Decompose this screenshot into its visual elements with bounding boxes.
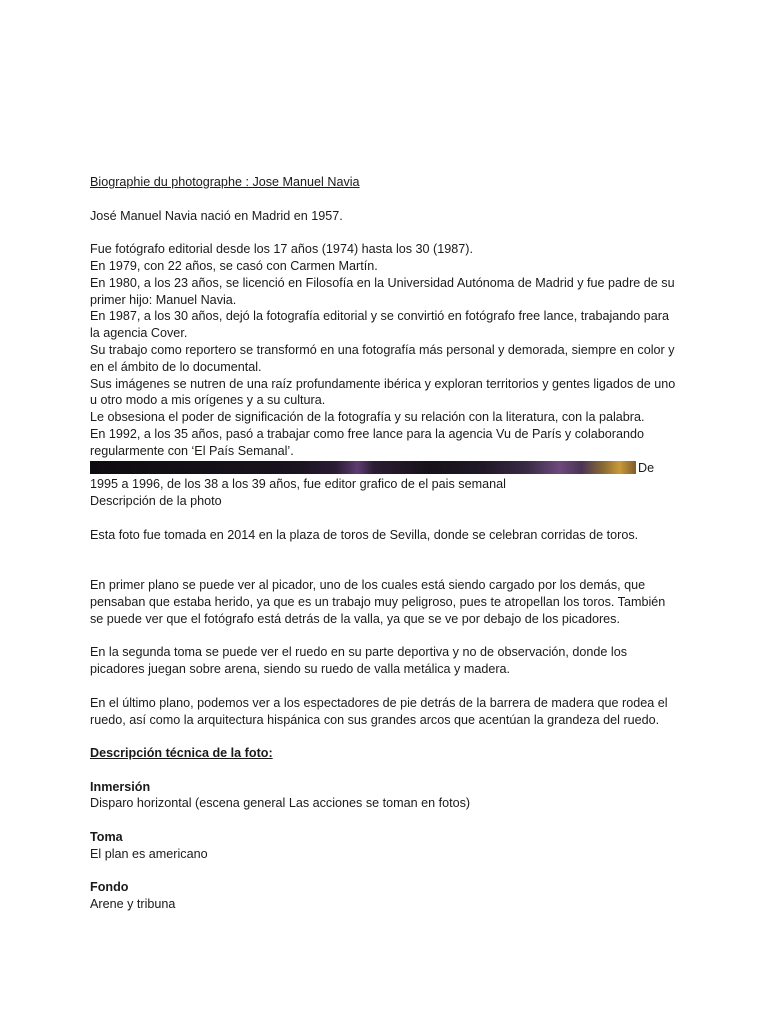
paragraph-line: En primer plano se puede ver al picador, uno de los cuales está siendo cargado por los demás, que bbox=[90, 578, 646, 593]
bio-line: u otro modo a mis orígenes y a su cultura. bbox=[90, 393, 326, 408]
bio-line: regularmente con ‘El País Semanal’. bbox=[90, 443, 294, 458]
bio-line: En 1987, a los 30 años, dejó la fotografía editorial y se convirtió en fotógrafo free lance, trabajando para bbox=[90, 309, 669, 324]
inmersion-value: Disparo horizontal (escena general Las acciones se toman en fotos) bbox=[90, 796, 471, 811]
bio-line: En 1992, a los 35 años, pasó a trabajar como free lance para la agencia Vu de París y colaborando bbox=[90, 426, 645, 441]
bio-after: 1995 a 1996, de los 38 a los 39 años, fue editor grafico de el pais semanal bbox=[90, 477, 506, 492]
photo-paragraph-1: Esta foto fue tomada en 2014 en la plaza de toros de Sevilla, donde se celebran corridas de toros. bbox=[90, 527, 639, 542]
spacer bbox=[90, 510, 680, 527]
tech-heading: Descripción técnica de la foto: bbox=[90, 746, 273, 761]
bio-line: Le obsesiona el poder de significación de la fotografía y su relación con la literatura, con la palabra. bbox=[90, 410, 645, 425]
spacer bbox=[90, 728, 680, 745]
bio-line: Sus imágenes se nutren de una raíz profundamente ibérica y exploran territorios y gentes ligados de uno bbox=[90, 376, 676, 391]
photo-strip-row bbox=[90, 460, 680, 477]
spacer bbox=[90, 224, 680, 241]
document-title: Biographie du photographe : Jose Manuel Navia bbox=[90, 175, 360, 189]
bio-line: En 1980, a los 23 años, se licenció en Filosofía en la Universidad Autónoma de Madrid y fue padre de su bbox=[90, 275, 675, 290]
spacer bbox=[90, 762, 680, 779]
toma-value: El plan es americano bbox=[90, 846, 208, 861]
strip-tail-text: De bbox=[638, 460, 655, 475]
bio-line: en el ámbito de lo documental. bbox=[90, 359, 262, 374]
fondo-value: Arene y tribuna bbox=[90, 897, 176, 912]
paragraph-line: picadores juegan sobre arena, siendo su ruedo de valla metálica y madera. bbox=[90, 662, 511, 677]
photo-paragraph-2 bbox=[90, 577, 680, 627]
embedded-photo-strip bbox=[90, 461, 636, 474]
photo-paragraph-3 bbox=[90, 644, 680, 678]
spacer bbox=[90, 191, 680, 208]
spacer bbox=[90, 628, 680, 645]
paragraph-line: pensaban que estaba herido, ya que es un trabajo muy peligroso, pues te atropellan los toros. También bbox=[90, 594, 666, 609]
paragraph-line: En la segunda toma se puede ver el ruedo en su parte deportiva y no de observación, donde los bbox=[90, 645, 627, 660]
bio-line: En 1979, con 22 años, se casó con Carmen Martín. bbox=[90, 258, 378, 273]
paragraph-line: ruedo, así como la arquitectura hispánica con sus grandes arcos que acentúan la grandeza del ruedo. bbox=[90, 712, 660, 727]
photo-heading: Descripción de la photo bbox=[90, 494, 222, 509]
inmersion-label: Inmersión bbox=[90, 779, 151, 794]
bio-line: primer hijo: Manuel Navia. bbox=[90, 292, 237, 307]
bio-intro: José Manuel Navia nació en Madrid en 1957. bbox=[90, 208, 343, 223]
bio-line: Su trabajo como reportero se transformó en una fotografía más personal y demorada, siempre en color y bbox=[90, 342, 675, 357]
bio-line: Fue fotógrafo editorial desde los 17 años (1974) hasta los 30 (1987). bbox=[90, 242, 473, 257]
photo-paragraph-4 bbox=[90, 695, 680, 729]
paragraph-line: En el último plano, podemos ver a los espectadores de pie detrás de la barrera de madera que rodea el bbox=[90, 695, 668, 710]
biography-block bbox=[90, 241, 680, 459]
document-page bbox=[90, 174, 680, 913]
spacer bbox=[90, 812, 680, 829]
bio-line: la agencia Cover. bbox=[90, 326, 188, 341]
spacer bbox=[90, 544, 680, 578]
paragraph-line: se puede ver que el fotógrafo está detrás de la valla, ya que se ve por debajo de los picadores. bbox=[90, 611, 620, 626]
spacer bbox=[90, 678, 680, 695]
toma-label: Toma bbox=[90, 830, 123, 845]
fondo-label: Fondo bbox=[90, 880, 129, 895]
spacer bbox=[90, 863, 680, 880]
